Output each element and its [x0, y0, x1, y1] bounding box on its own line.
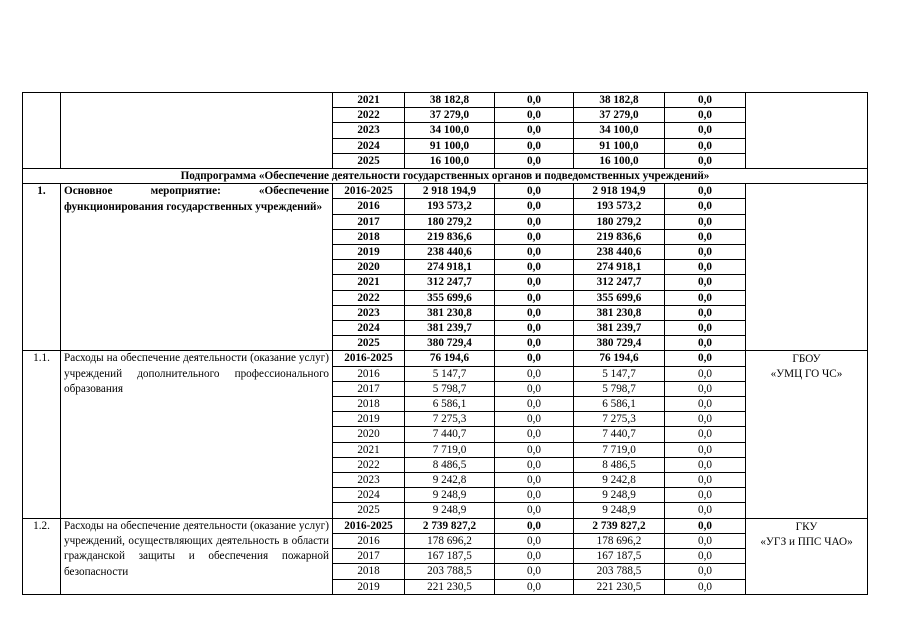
total-cell: 6 586,1 [405, 397, 495, 412]
value-cell-c: 0,0 [665, 336, 746, 351]
total-cell: 34 100,0 [405, 123, 495, 138]
year-cell: 2019 [333, 245, 405, 260]
value-cell-c: 0,0 [665, 275, 746, 290]
table-row [23, 184, 868, 199]
table-row [23, 351, 868, 366]
value-cell-b: 238 440,6 [574, 245, 665, 260]
total-cell: 381 230,8 [405, 305, 495, 320]
value-cell-a: 0,0 [495, 93, 574, 108]
value-cell-b: 9 248,9 [574, 503, 665, 518]
responsible-cell [746, 351, 868, 518]
value-cell-c: 0,0 [665, 290, 746, 305]
year-cell: 2018 [333, 229, 405, 244]
value-cell-a: 0,0 [495, 260, 574, 275]
total-cell: 38 182,8 [405, 93, 495, 108]
total-cell: 9 242,8 [405, 473, 495, 488]
value-cell-c: 0,0 [665, 427, 746, 442]
value-cell-a: 0,0 [495, 381, 574, 396]
value-cell-c: 0,0 [665, 305, 746, 320]
year-cell: 2024 [333, 138, 405, 153]
responsible-cell [746, 93, 868, 169]
value-cell-c: 0,0 [665, 199, 746, 214]
responsible-cell [746, 518, 868, 594]
total-cell: 167 187,5 [405, 549, 495, 564]
value-cell-b: 219 836,6 [574, 229, 665, 244]
value-cell-a: 0,0 [495, 305, 574, 320]
table-row [23, 518, 868, 533]
value-cell-a: 0,0 [495, 488, 574, 503]
value-cell-b: 8 486,5 [574, 457, 665, 472]
total-cell: 37 279,0 [405, 108, 495, 123]
value-cell-b: 274 918,1 [574, 260, 665, 275]
value-cell-c: 0,0 [665, 138, 746, 153]
year-cell: 2022 [333, 108, 405, 123]
value-cell-c: 0,0 [665, 93, 746, 108]
year-cell: 2024 [333, 321, 405, 336]
total-cell: 8 486,5 [405, 457, 495, 472]
value-cell-a: 0,0 [495, 123, 574, 138]
value-cell-b: 167 187,5 [574, 549, 665, 564]
year-cell: 2025 [333, 503, 405, 518]
year-cell: 2016-2025 [333, 184, 405, 199]
item-name-cell: Расходы на обеспечение деятельности (оказание услуг) учреждений, осуществляющих деятельность в области гражданской защиты и обеспечения пожарной безопасности [61, 518, 333, 594]
value-cell-c: 0,0 [665, 457, 746, 472]
value-cell-a: 0,0 [495, 214, 574, 229]
year-cell: 2022 [333, 457, 405, 472]
value-cell-b: 91 100,0 [574, 138, 665, 153]
value-cell-a: 0,0 [495, 503, 574, 518]
value-cell-a: 0,0 [495, 321, 574, 336]
value-cell-a: 0,0 [495, 184, 574, 199]
value-cell-c: 0,0 [665, 351, 746, 366]
total-cell: 221 230,5 [405, 579, 495, 594]
year-cell: 2023 [333, 473, 405, 488]
total-cell: 7 275,3 [405, 412, 495, 427]
value-cell-c: 0,0 [665, 123, 746, 138]
year-cell: 2016-2025 [333, 518, 405, 533]
value-cell-b: 7 719,0 [574, 442, 665, 457]
total-cell: 219 836,6 [405, 229, 495, 244]
value-cell-a: 0,0 [495, 275, 574, 290]
value-cell-a: 0,0 [495, 412, 574, 427]
year-cell: 2016 [333, 366, 405, 381]
value-cell-b: 381 239,7 [574, 321, 665, 336]
value-cell-a: 0,0 [495, 108, 574, 123]
item-name-cell: Основное мероприятие: «Обеспечение функционирования государственных учреждений» [61, 184, 333, 351]
year-cell: 2016 [333, 533, 405, 548]
total-cell: 5 147,7 [405, 366, 495, 381]
value-cell-c: 0,0 [665, 473, 746, 488]
item-name-cell: Расходы на обеспечение деятельности (оказание услуг) учреждений дополнительного профессионального образования [61, 351, 333, 518]
subprogram-row [23, 169, 868, 184]
year-cell: 2016-2025 [333, 351, 405, 366]
item-name-cell [61, 93, 333, 169]
value-cell-a: 0,0 [495, 199, 574, 214]
value-cell-a: 0,0 [495, 397, 574, 412]
responsible-line: «УГЗ и ППС ЧАО» [760, 535, 853, 548]
year-cell: 2020 [333, 427, 405, 442]
value-cell-b: 180 279,2 [574, 214, 665, 229]
value-cell-b: 16 100,0 [574, 153, 665, 168]
value-cell-b: 221 230,5 [574, 579, 665, 594]
value-cell-a: 0,0 [495, 579, 574, 594]
value-cell-a: 0,0 [495, 366, 574, 381]
value-cell-b: 37 279,0 [574, 108, 665, 123]
responsible-line: «УМЦ ГО ЧС» [770, 368, 843, 381]
total-cell: 180 279,2 [405, 214, 495, 229]
value-cell-c: 0,0 [665, 503, 746, 518]
value-cell-c: 0,0 [665, 108, 746, 123]
value-cell-a: 0,0 [495, 518, 574, 533]
value-cell-c: 0,0 [665, 229, 746, 244]
value-cell-b: 381 230,8 [574, 305, 665, 320]
responsible-line: ГКУ [795, 520, 818, 533]
value-cell-c: 0,0 [665, 245, 746, 260]
total-cell: 381 239,7 [405, 321, 495, 336]
value-cell-a: 0,0 [495, 549, 574, 564]
value-cell-c: 0,0 [665, 381, 746, 396]
value-cell-a: 0,0 [495, 533, 574, 548]
year-cell: 2025 [333, 336, 405, 351]
value-cell-b: 2 739 827,2 [574, 518, 665, 533]
total-cell: 91 100,0 [405, 138, 495, 153]
total-cell: 2 739 827,2 [405, 518, 495, 533]
total-cell: 2 918 194,9 [405, 184, 495, 199]
total-cell: 16 100,0 [405, 153, 495, 168]
total-cell: 5 798,7 [405, 381, 495, 396]
total-cell: 380 729,4 [405, 336, 495, 351]
value-cell-b: 203 788,5 [574, 564, 665, 579]
value-cell-b: 7 440,7 [574, 427, 665, 442]
value-cell-c: 0,0 [665, 488, 746, 503]
value-cell-c: 0,0 [665, 564, 746, 579]
responsible-line: ГБОУ [792, 353, 821, 366]
total-cell: 312 247,7 [405, 275, 495, 290]
year-cell: 2019 [333, 412, 405, 427]
value-cell-b: 312 247,7 [574, 275, 665, 290]
value-cell-a: 0,0 [495, 290, 574, 305]
value-cell-a: 0,0 [495, 138, 574, 153]
value-cell-a: 0,0 [495, 153, 574, 168]
total-cell: 193 573,2 [405, 199, 495, 214]
year-cell: 2023 [333, 123, 405, 138]
total-cell: 178 696,2 [405, 533, 495, 548]
value-cell-b: 5 147,7 [574, 366, 665, 381]
value-cell-a: 0,0 [495, 229, 574, 244]
total-cell: 238 440,6 [405, 245, 495, 260]
budget-table [22, 92, 868, 595]
total-cell: 9 248,9 [405, 503, 495, 518]
value-cell-a: 0,0 [495, 442, 574, 457]
year-cell: 2021 [333, 442, 405, 457]
responsible-cell [746, 184, 868, 351]
value-cell-c: 0,0 [665, 321, 746, 336]
table-row [23, 93, 868, 108]
year-cell: 2022 [333, 290, 405, 305]
value-cell-b: 178 696,2 [574, 533, 665, 548]
value-cell-a: 0,0 [495, 473, 574, 488]
value-cell-a: 0,0 [495, 564, 574, 579]
value-cell-c: 0,0 [665, 579, 746, 594]
year-cell: 2018 [333, 564, 405, 579]
value-cell-b: 355 699,6 [574, 290, 665, 305]
value-cell-b: 6 586,1 [574, 397, 665, 412]
year-cell: 2024 [333, 488, 405, 503]
item-number-cell: 1.1. [23, 351, 61, 518]
value-cell-a: 0,0 [495, 245, 574, 260]
value-cell-b: 2 918 194,9 [574, 184, 665, 199]
value-cell-a: 0,0 [495, 457, 574, 472]
value-cell-b: 380 729,4 [574, 336, 665, 351]
value-cell-c: 0,0 [665, 366, 746, 381]
year-cell: 2017 [333, 214, 405, 229]
year-cell: 2017 [333, 381, 405, 396]
item-number-cell: 1.2. [23, 518, 61, 594]
year-cell: 2019 [333, 579, 405, 594]
subprogram-title: Подпрограмма «Обеспечение деятельности государственных органов и подведомственных учреждений» [23, 169, 868, 184]
total-cell: 9 248,9 [405, 488, 495, 503]
year-cell: 2017 [333, 549, 405, 564]
total-cell: 76 194,6 [405, 351, 495, 366]
value-cell-c: 0,0 [665, 214, 746, 229]
value-cell-c: 0,0 [665, 184, 746, 199]
year-cell: 2018 [333, 397, 405, 412]
value-cell-b: 7 275,3 [574, 412, 665, 427]
value-cell-b: 193 573,2 [574, 199, 665, 214]
value-cell-b: 5 798,7 [574, 381, 665, 396]
value-cell-c: 0,0 [665, 412, 746, 427]
year-cell: 2025 [333, 153, 405, 168]
total-cell: 7 719,0 [405, 442, 495, 457]
value-cell-c: 0,0 [665, 260, 746, 275]
total-cell: 274 918,1 [405, 260, 495, 275]
year-cell: 2020 [333, 260, 405, 275]
value-cell-a: 0,0 [495, 351, 574, 366]
value-cell-c: 0,0 [665, 442, 746, 457]
value-cell-c: 0,0 [665, 397, 746, 412]
value-cell-b: 38 182,8 [574, 93, 665, 108]
year-cell: 2021 [333, 275, 405, 290]
value-cell-c: 0,0 [665, 533, 746, 548]
year-cell: 2016 [333, 199, 405, 214]
value-cell-b: 34 100,0 [574, 123, 665, 138]
item-number-cell [23, 93, 61, 169]
value-cell-b: 9 242,8 [574, 473, 665, 488]
year-cell: 2023 [333, 305, 405, 320]
value-cell-c: 0,0 [665, 549, 746, 564]
total-cell: 7 440,7 [405, 427, 495, 442]
item-number-cell: 1. [23, 184, 61, 351]
year-cell: 2021 [333, 93, 405, 108]
value-cell-c: 0,0 [665, 153, 746, 168]
value-cell-a: 0,0 [495, 427, 574, 442]
value-cell-a: 0,0 [495, 336, 574, 351]
value-cell-c: 0,0 [665, 518, 746, 533]
value-cell-b: 76 194,6 [574, 351, 665, 366]
total-cell: 203 788,5 [405, 564, 495, 579]
total-cell: 355 699,6 [405, 290, 495, 305]
value-cell-b: 9 248,9 [574, 488, 665, 503]
